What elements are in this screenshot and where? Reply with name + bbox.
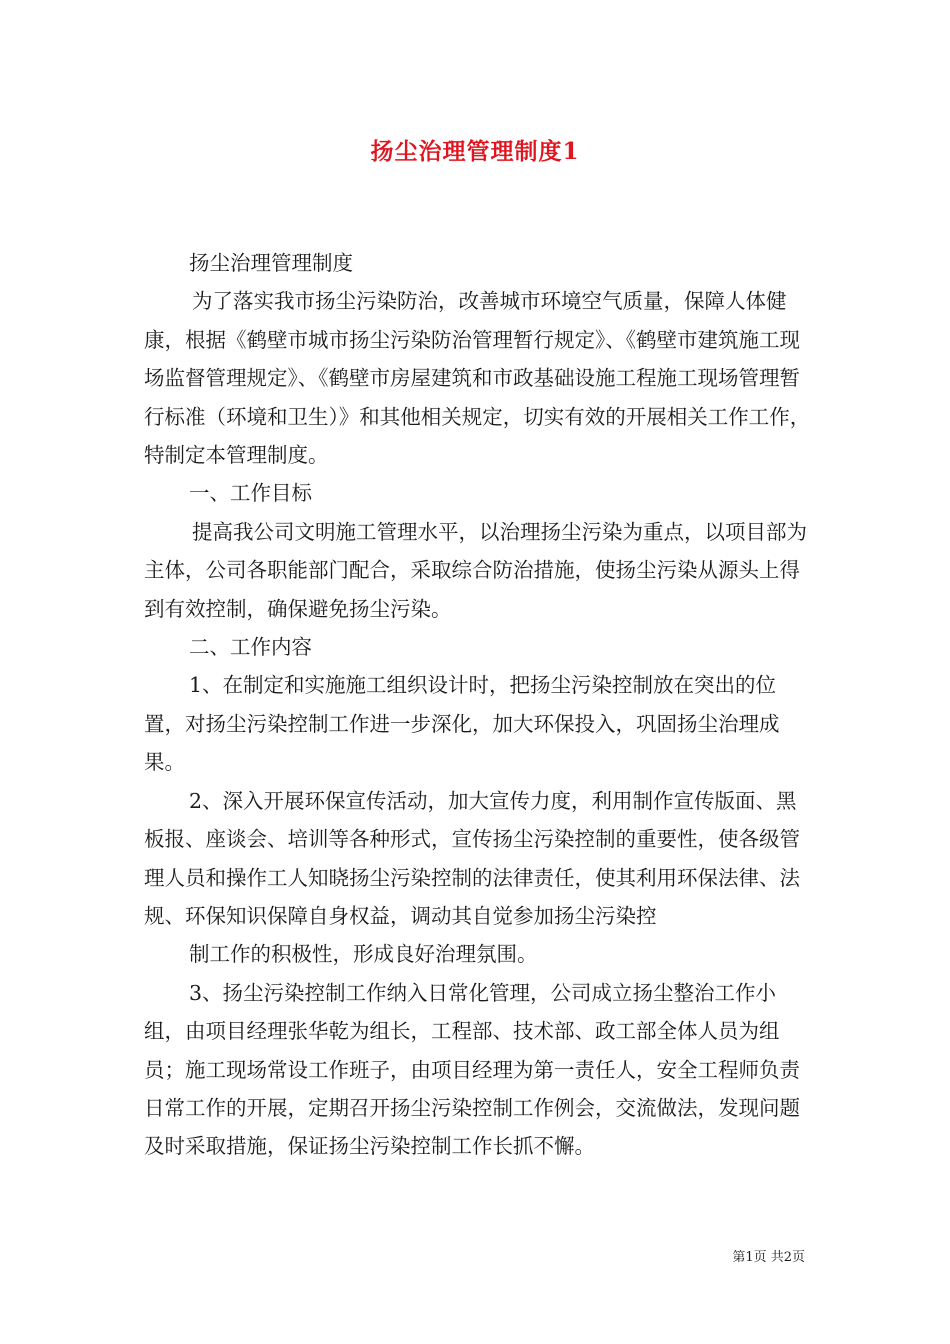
- page-number: 第1页 共2页: [732, 1250, 805, 1265]
- content-item-paragraph: 1、在制定和实施施工组织设计时，把扬尘污染控制放在突出的位置，对扬尘污染控制工作进一步深化，加大环保投入，巩固扬尘治理成果。: [144, 673, 780, 775]
- section-heading: 二、工作内容: [189, 635, 312, 660]
- content-item-paragraph: 3、扬尘污染控制工作纳入日常化管理，公司成立扬尘整治工作小组，由项目经理张华乾为组长，工程部、技术部、政工部全体人员为组员；施工现场常设工作班子，由项目经理为第一责任人，安全工程师负责日常工作的开展，定期召开扬尘污染控制工作例会，交流做法，发现问题及时采取措施，保证扬尘污染控制工作长抓不懈。: [144, 980, 800, 1159]
- document-body: [144, 244, 812, 1166]
- goal-paragraph: 提高我公司文明施工管理水平，以治理扬尘污染为重点，以项目部为主体，公司各职能部门配合，采取综合防治措施，使扬尘污染从源头上得到有效控制，确保避免扬尘污染。: [144, 519, 807, 621]
- continuation-paragraph: 制工作的积极性，形成良好治理氛围。: [189, 942, 538, 967]
- section-heading: 扬尘治理管理制度: [189, 251, 353, 275]
- content-item-paragraph: 2、深入开展环保宣传活动，加大宣传力度，利用制作宣传版面、黑板报、座谈会、培训等各种形式，宣传扬尘污染控制的重要性，使各级管理人员和操作工人知晓扬尘污染控制的法律责任，使其利用环保法律、法规、环保知识保障自身权益，调动其自觉参加扬尘污染控: [144, 788, 800, 928]
- intro-paragraph: 为了落实我市扬尘污染防治，改善城市环境空气质量，保障人体健康，根据《鹤壁市城市扬尘污染防治管理暂行规定》、《鹤壁市建筑施工现场监督管理规定》、《鹤壁市房屋建筑和市政基础设施工程施工现场管理暂行标准（环境和卫生）》和其他相关规定，切实有效的开展相关工作工作，特制定本管理制度。: [144, 289, 811, 468]
- document-title: 扬尘治理管理制度1: [370, 138, 580, 165]
- section-heading: 一、工作目标: [189, 481, 312, 506]
